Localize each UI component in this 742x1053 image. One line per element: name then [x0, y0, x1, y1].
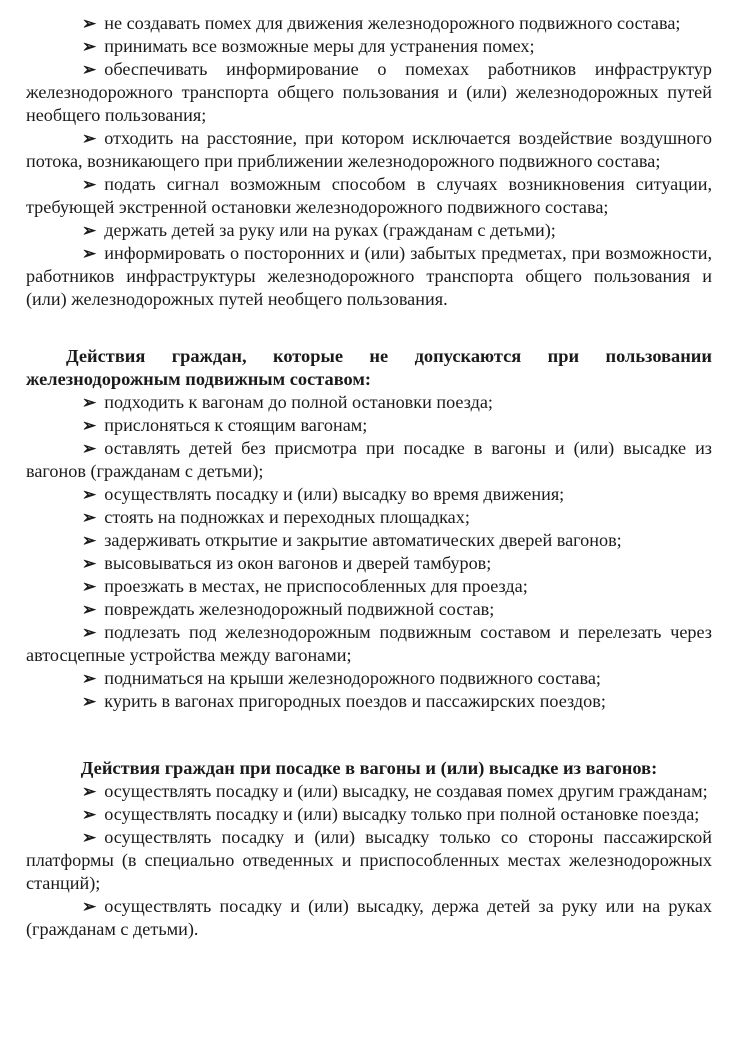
list-item: ➢ стоять на подножках и переходных площадках; [26, 506, 712, 529]
list-item: ➢ осуществлять посадку и (или) высадку только со стороны пассажирской платформы (в специально отведенных и приспособленных местах железнодорожных станций); [26, 827, 712, 893]
list-item: ➢ подлезать под железнодорожным подвижным составом и перелезать через автосцепные устройства между вагонами; [26, 622, 712, 665]
arrow-bullet-icon: ➢ [82, 623, 97, 642]
arrow-bullet-icon: ➢ [82, 554, 97, 573]
arrow-bullet-icon: ➢ [82, 37, 97, 56]
section-1-list [26, 12, 712, 311]
arrow-bullet-icon: ➢ [82, 828, 97, 847]
list-item: ➢ обеспечивать информирование о помехах работников инфраструктур железнодорожного транспорта общего пользования и (или) железнодорожных путей необщего пользования; [26, 59, 712, 125]
list-item: ➢ оставлять детей без присмотра при посадке в вагоны и (или) высадке из вагонов (гражданам с детьми); [26, 438, 712, 481]
arrow-bullet-icon: ➢ [82, 221, 97, 240]
list-item: ➢ не создавать помех для движения железнодорожного подвижного состава; [26, 12, 712, 35]
arrow-bullet-icon: ➢ [82, 129, 97, 148]
section-3-list [26, 780, 712, 941]
arrow-bullet-icon: ➢ [82, 782, 97, 801]
list-item: ➢ осуществлять посадку и (или) высадку только при полной остановке поезда; [26, 803, 712, 826]
arrow-bullet-icon: ➢ [82, 485, 97, 504]
list-item: ➢ осуществлять посадку и (или) высадку во время движения; [26, 483, 712, 506]
list-item: ➢ высовываться из окон вагонов и дверей тамбуров; [26, 552, 712, 575]
list-item: ➢ отходить на расстояние, при котором исключается воздействие воздушного потока, возникающего при приближении железнодорожного подвижного состава; [26, 128, 712, 171]
arrow-bullet-icon: ➢ [82, 805, 97, 824]
arrow-bullet-icon: ➢ [82, 531, 97, 550]
section-2-list [26, 391, 712, 713]
list-item: ➢ проезжать в местах, не приспособленных для проезда; [26, 575, 712, 598]
list-item: ➢ задерживать открытие и закрытие автоматических дверей вагонов; [26, 529, 712, 552]
list-item: ➢ осуществлять посадку и (или) высадку, держа детей за руку или на руках (гражданам с детьми). [26, 896, 712, 939]
list-item: ➢ подниматься на крыши железнодорожного подвижного состава; [26, 667, 712, 690]
list-item: ➢ повреждать железнодорожный подвижной состав; [26, 598, 712, 621]
arrow-bullet-icon: ➢ [82, 60, 97, 79]
arrow-bullet-icon: ➢ [82, 416, 97, 435]
list-item: ➢ информировать о посторонних и (или) забытых предметах, при возможности, работников инфраструктуры железнодорожного транспорта общего пользования и (или) железнодорожных путей необщего пользования. [26, 243, 712, 309]
arrow-bullet-icon: ➢ [82, 14, 97, 33]
list-item: ➢ курить в вагонах пригородных поездов и пассажирских поездов; [26, 690, 712, 713]
section-2-heading: Действия граждан, которые не допускаются при пользовании железнодорожным подвижным составом: [26, 346, 712, 389]
list-item: ➢ держать детей за руку или на руках (гражданам с детьми); [26, 219, 712, 242]
list-item: ➢ подать сигнал возможным способом в случаях возникновения ситуации, требующей экстренной остановки железнодорожного подвижного состава; [26, 174, 712, 217]
section-3-heading: Действия граждан при посадке в вагоны и (или) высадке из вагонов: [80, 758, 658, 778]
arrow-bullet-icon: ➢ [82, 393, 97, 412]
list-item: ➢ осуществлять посадку и (или) высадку, не создавая помех другим гражданам; [26, 780, 712, 803]
arrow-bullet-icon: ➢ [82, 669, 97, 688]
list-item: ➢ подходить к вагонам до полной остановки поезда; [26, 391, 712, 414]
arrow-bullet-icon: ➢ [82, 175, 97, 194]
list-item: ➢ принимать все возможные меры для устранения помех; [26, 35, 712, 58]
arrow-bullet-icon: ➢ [82, 508, 97, 527]
arrow-bullet-icon: ➢ [82, 244, 97, 263]
list-item: ➢ прислоняться к стоящим вагонам; [26, 414, 712, 437]
arrow-bullet-icon: ➢ [82, 897, 97, 916]
arrow-bullet-icon: ➢ [82, 577, 97, 596]
arrow-bullet-icon: ➢ [82, 439, 97, 458]
arrow-bullet-icon: ➢ [82, 692, 97, 711]
arrow-bullet-icon: ➢ [82, 600, 97, 619]
